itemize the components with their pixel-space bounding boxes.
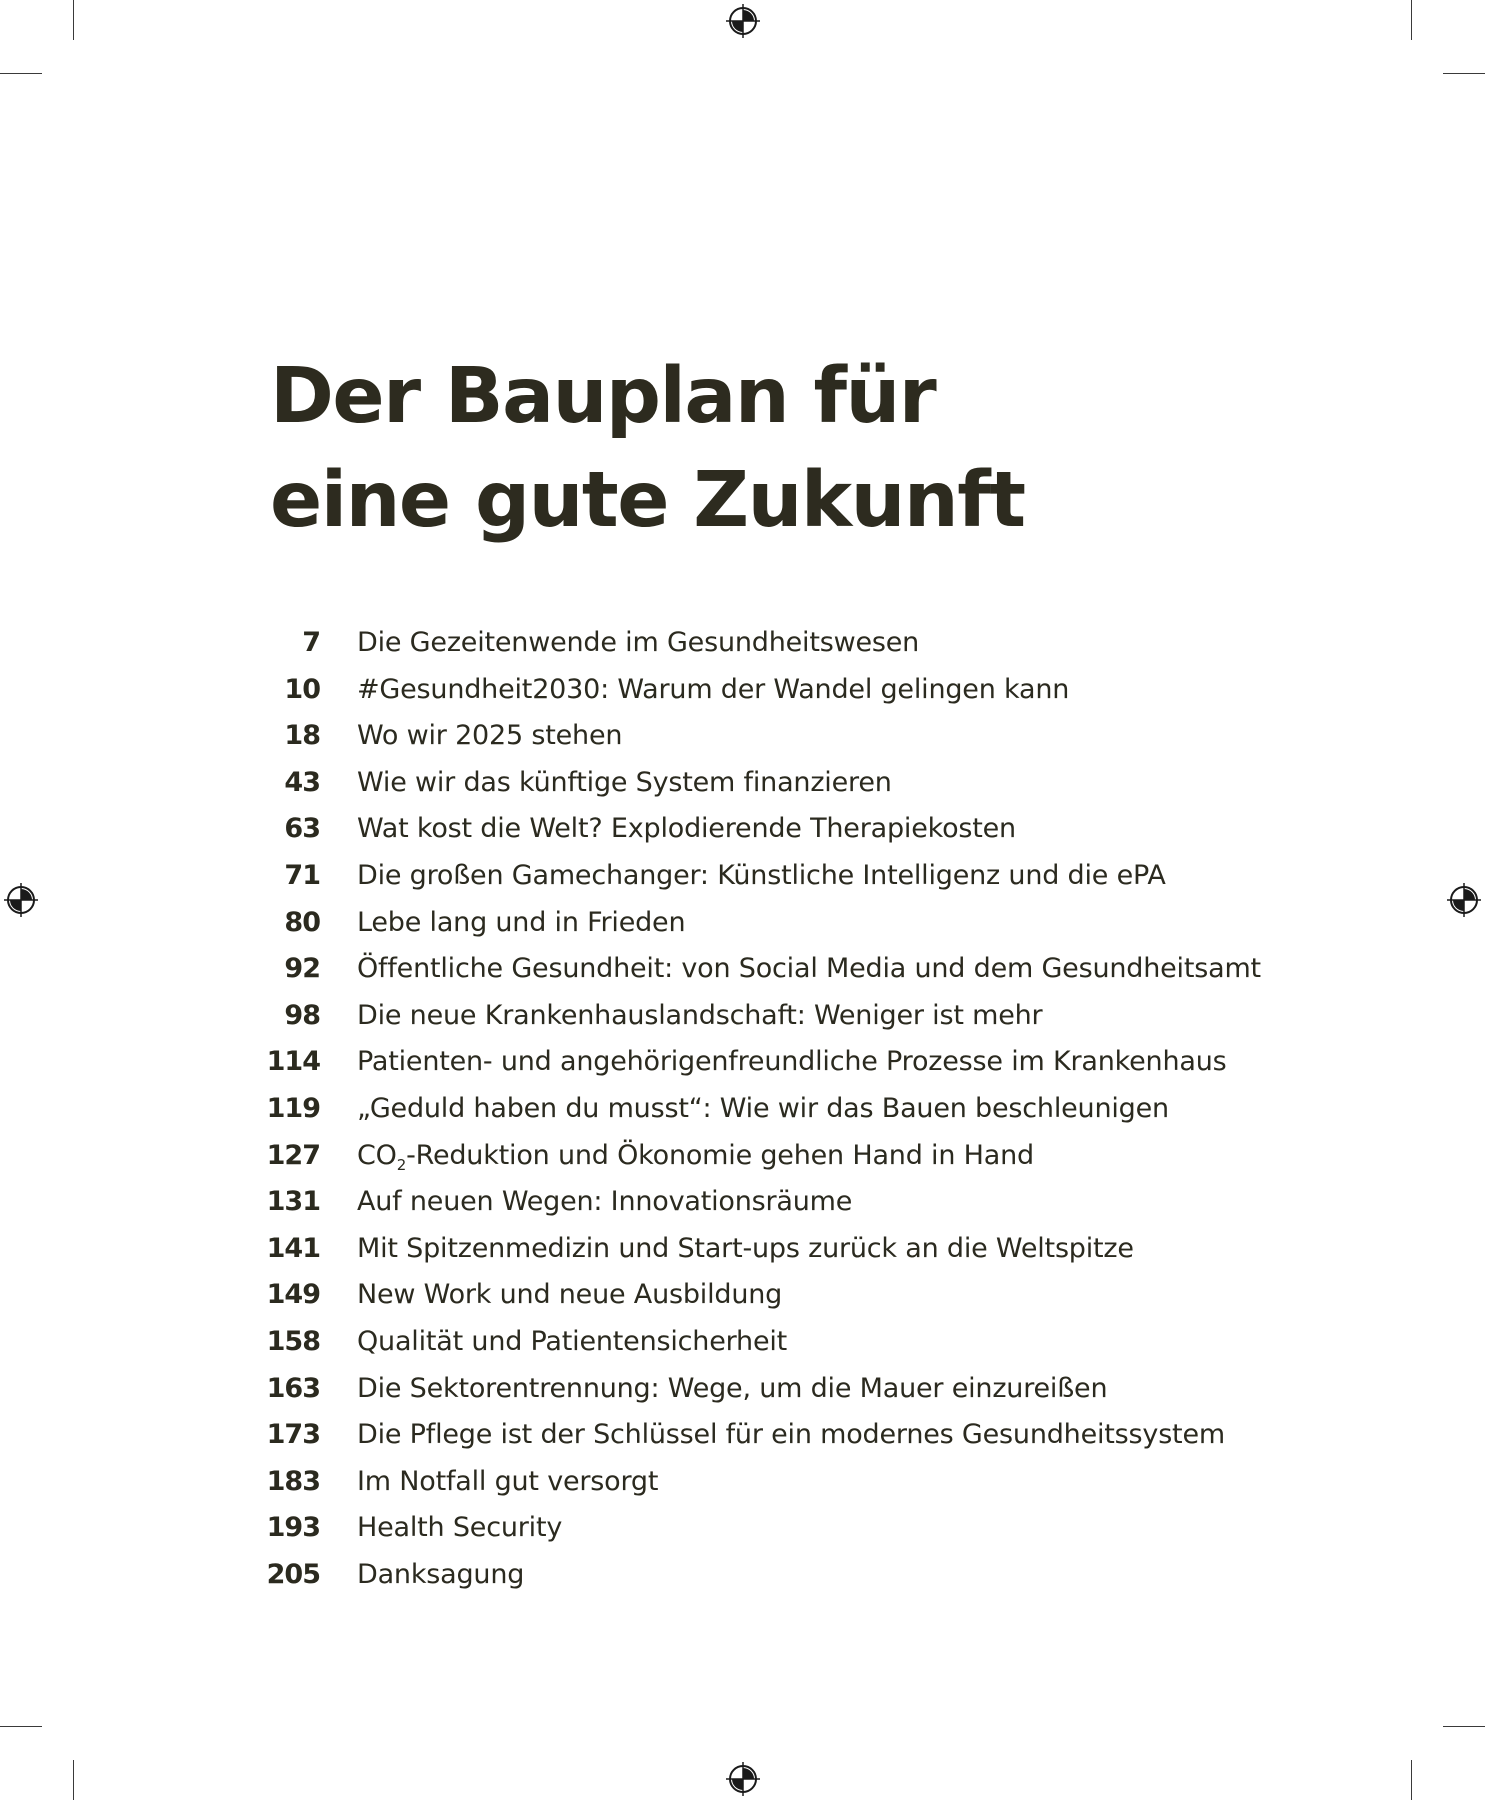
toc-page-number: 205 <box>266 1558 320 1590</box>
toc-chapter-title: Qualität und Patientensicherheit <box>357 1325 788 1357</box>
toc-entry <box>0 900 1485 947</box>
toc-chapter-title: Auf neuen Wegen: Innovationsräume <box>357 1186 853 1218</box>
toc-chapter-title: Die großen Gamechanger: Künstliche Intelligenz und die ePA <box>357 859 1166 891</box>
toc-chapter-title: Die Gezeitenwende im Gesundheitswesen <box>357 627 920 658</box>
toc-page-number: 119 <box>266 1092 320 1124</box>
toc-chapter-title-subscript: 2 <box>396 1155 407 1174</box>
toc-chapter-title: Danksagung <box>357 1558 525 1590</box>
crop-mark-bottom-left-h <box>0 1726 42 1727</box>
page-title-line-2: eine gute Zukunft <box>270 456 1025 545</box>
toc-page-number: 10 <box>284 673 320 705</box>
toc-page-number: 158 <box>266 1325 320 1357</box>
toc-page-number: 163 <box>266 1372 320 1404</box>
toc-chapter-title: Lebe lang und in Frieden <box>357 906 686 938</box>
toc-entry <box>0 1366 1485 1413</box>
page-title <box>270 345 1270 553</box>
toc-chapter-title-part: CO <box>357 1139 397 1171</box>
crop-mark-top-right <box>1411 0 1412 40</box>
toc-entry <box>0 1505 1485 1552</box>
toc-chapter-title: Wat kost die Welt? Explodierende Therapiekosten <box>357 813 1016 845</box>
crop-mark-bottom-right <box>1411 1760 1412 1800</box>
toc-chapter-title: Patienten- und angehörigenfreundliche Prozesse im Krankenhaus <box>357 1046 1227 1078</box>
toc-page-number: 71 <box>284 859 320 891</box>
toc-entry <box>0 993 1485 1040</box>
toc-page-number: 114 <box>266 1046 320 1078</box>
toc-chapter-title <box>357 1133 1034 1179</box>
toc-page-number: 173 <box>266 1419 320 1451</box>
toc-chapter-title: Die Pflege ist der Schlüssel für ein modernes Gesundheitssystem <box>357 1419 1225 1451</box>
toc-entry <box>0 1319 1485 1366</box>
toc-chapter-title: Wo wir 2025 stehen <box>357 720 623 752</box>
toc-chapter-title: Wie wir das künftige System finanzieren <box>357 766 892 798</box>
toc-chapter-title: „Geduld haben du musst“: Wie wir das Bauen beschleunigen <box>357 1092 1169 1124</box>
toc-page-number: 141 <box>266 1232 320 1264</box>
page-title-line-1: Der Bauplan für <box>270 352 936 441</box>
toc-entry <box>0 667 1485 714</box>
toc-page-number: 18 <box>284 720 320 752</box>
toc-page-number: 80 <box>284 906 320 938</box>
toc-entry <box>0 806 1485 853</box>
crop-mark-bottom-right-h <box>1443 1726 1485 1727</box>
table-of-contents <box>0 620 1485 1598</box>
toc-page-number: 127 <box>266 1139 320 1171</box>
toc-entry <box>0 1086 1485 1133</box>
toc-chapter-title: Mit Spitzenmedizin und Start-ups zurück an die Weltspitze <box>357 1232 1134 1264</box>
toc-page-number: 193 <box>266 1512 320 1544</box>
toc-entry <box>0 1226 1485 1273</box>
toc-page-number: 131 <box>266 1186 320 1218</box>
toc-chapter-title-part: -Reduktion und Ökonomie gehen Hand in Hand <box>406 1139 1034 1171</box>
toc-chapter-title: Öffentliche Gesundheit: von Social Media und dem Gesundheitsamt <box>357 953 1261 985</box>
toc-chapter-title: Die neue Krankenhauslandschaft: Weniger ist mehr <box>357 999 1043 1031</box>
toc-page-number: 92 <box>284 953 320 985</box>
crop-mark-top-right-h <box>1443 73 1485 74</box>
crop-mark-top-left-h <box>0 73 42 74</box>
registration-mark-bottom-icon <box>726 1762 760 1796</box>
toc-chapter-title: Im Notfall gut versorgt <box>357 1465 659 1497</box>
crop-mark-bottom-left <box>73 1760 74 1800</box>
toc-page-number: 43 <box>284 766 320 798</box>
toc-page-number: 149 <box>266 1279 320 1311</box>
toc-entry <box>0 1459 1485 1506</box>
toc-chapter-title: Health Security <box>357 1512 563 1544</box>
toc-entry <box>0 1412 1485 1459</box>
toc-chapter-title: New Work und neue Ausbildung <box>357 1279 783 1311</box>
toc-chapter-title: Die Sektorentrennung: Wege, um die Mauer einzureißen <box>357 1372 1108 1404</box>
toc-entry <box>0 620 1485 667</box>
toc-chapter-title: #Gesundheit2030: Warum der Wandel gelingen kann <box>357 673 1070 705</box>
toc-entry <box>0 946 1485 993</box>
toc-entry <box>0 853 1485 900</box>
toc-entry <box>0 1179 1485 1226</box>
toc-page-number: 63 <box>284 813 320 845</box>
toc-page-number: 98 <box>284 999 320 1031</box>
toc-page-number: 183 <box>266 1465 320 1497</box>
toc-entry <box>0 760 1485 807</box>
toc-entry <box>0 1039 1485 1086</box>
registration-mark-top-icon <box>726 4 760 38</box>
toc-entry <box>0 1272 1485 1319</box>
toc-page-number: 7 <box>302 627 320 658</box>
toc-entry <box>0 1133 1485 1180</box>
toc-entry <box>0 713 1485 760</box>
crop-mark-top-left <box>73 0 74 40</box>
toc-entry <box>0 1552 1485 1599</box>
